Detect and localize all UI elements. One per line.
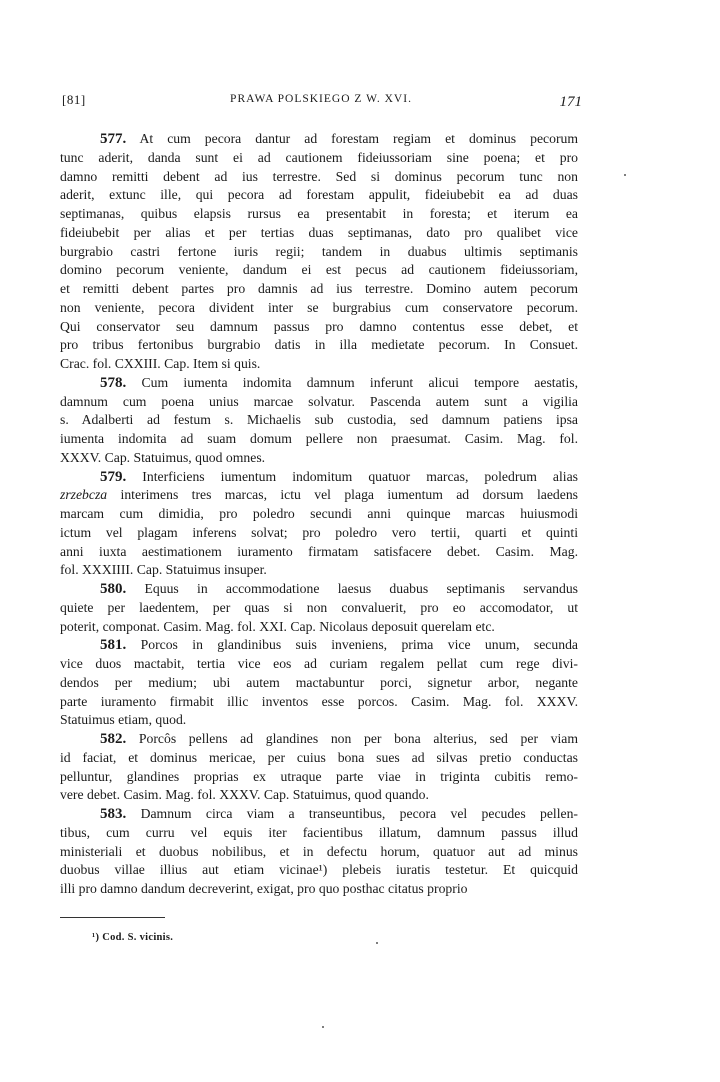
line-text: et remitti debent partes pro damnis ad ius terrestre. Domino autem pecorum xyxy=(60,281,578,296)
line-text: non veniente, pecora divident inter se burgrabius cum conservatore pecorum. xyxy=(60,299,578,315)
paragraph-line xyxy=(60,468,578,487)
paragraph-number: 577. xyxy=(100,131,127,147)
line-text: fol. XXXIIII. Cap. Statuimus insuper. xyxy=(60,562,267,578)
line-text: domino pecorum veniente, dandum ei est pecus ad cautionem fideiussoriam, xyxy=(60,262,578,278)
paragraph-line xyxy=(60,299,578,318)
line-text: s. Adalberti ad festum s. Michaelis sub custodia, sed damnum patiens ipsa xyxy=(60,412,578,428)
line-text: tibus, cum curru vel equis iter facientibus illatum, damnum passus illud xyxy=(60,824,578,840)
paragraph-line xyxy=(60,805,578,824)
line-text: id faciat, et dominus mericae, per cuius bona sues ad silvas pretio conductas xyxy=(60,749,578,765)
paragraph-line xyxy=(60,655,578,674)
paragraph-line xyxy=(60,374,578,393)
paragraph-line xyxy=(60,411,578,430)
paragraph-line xyxy=(60,486,578,505)
running-header xyxy=(60,88,582,112)
line-text: Cum iumenta indomita damnum inferunt alicui tempore aestatis, xyxy=(141,374,579,390)
paragraph-line xyxy=(60,561,578,580)
page-body xyxy=(60,130,578,899)
paragraph-line xyxy=(60,749,578,768)
paragraph-line xyxy=(60,205,578,224)
paragraph-line xyxy=(60,449,578,468)
scan-speck xyxy=(624,174,626,176)
footnote xyxy=(92,932,173,943)
line-text: ictum vel plagam inferens solvat; pro poledro vero tertii, quarti et quinti xyxy=(60,524,578,540)
paragraph-number: 580. xyxy=(100,581,127,597)
paragraph-line xyxy=(60,730,578,749)
line-text: tunc aderit, danda sunt ei ad cautionem fideiussoriam sine poena; et pro xyxy=(60,149,578,165)
page-number: 171 xyxy=(559,94,582,110)
line-text: damnum cum poena unius marcae solvatur. Pascenda autem sunt a vigilia xyxy=(60,393,578,409)
line-text: Crac. fol. CXXIII. Cap. Item si quis. xyxy=(60,356,261,371)
line-text: dendos per medium; ubi autem mactabuntur porci, signetur arbor, negante xyxy=(60,674,578,690)
paragraph-line xyxy=(60,243,578,262)
line-text: marcam cum dimidia, pro poledro secundi anni quinque marcas huiusmodi xyxy=(60,506,578,521)
line-text: damno remitti debent ad ius terrestre. Sed si dominus pecorum tunc non xyxy=(60,168,578,184)
paragraph-line xyxy=(60,505,578,524)
paragraph-number: 579. xyxy=(100,468,127,485)
line-text: poterit, componat. Casim. Mag. fol. XXI. Cap. Nicolaus deposuit querelam etc. xyxy=(60,618,495,634)
paragraph-line xyxy=(60,768,578,787)
paragraph-line xyxy=(60,786,578,805)
line-text: quiete per laedentem, per quas si non convaluerit, pro eo accomodator, ut xyxy=(60,599,578,615)
paragraph-number: 581. xyxy=(100,637,127,654)
paragraph-line xyxy=(60,149,578,168)
paragraph-line xyxy=(60,636,578,655)
line-text: fideiubebit per alias et per tertias duas septimanas, dato pro qualibet vice xyxy=(60,224,578,240)
line-text: parte iuramento firmabit illic inventos esse porcos. Casim. Mag. fol. XXXV. xyxy=(60,693,578,709)
line-text: ministeriali et duobus nobilibus, et in defectu horum, quatuor aut ad minus xyxy=(60,843,578,859)
line-text: duobus villae illius aut etiam vicinae¹) plebeis iuratis testetur. Et quicquid xyxy=(60,862,578,878)
paragraph-line xyxy=(60,824,578,843)
paragraph-line xyxy=(60,580,578,599)
line-text: Interficiens iumentum indomitum quatuor marcas, poledrum alias xyxy=(142,468,578,484)
line-text: Qui conservator seu damnum passus pro damno contentus esse debet, et xyxy=(60,318,578,334)
line-text: burgrabio castri fertone iuris regii; tandem in duabus ultimis septimanis xyxy=(60,243,578,259)
section-marker: [81] xyxy=(62,92,86,107)
paragraph-line xyxy=(60,430,578,449)
paragraph-line xyxy=(60,693,578,712)
line-text: At cum pecora dantur ad forestam regiam et dominus pecorum xyxy=(139,131,578,146)
footnote-marker: ¹) xyxy=(92,932,100,943)
line-text: illi pro damno dandum decreverint, exigat, pro quo posthac citatus proprio xyxy=(60,881,468,896)
footnote-text: Cod. S. vicinis. xyxy=(102,932,174,943)
paragraph-line xyxy=(60,280,578,299)
paragraph-line xyxy=(60,336,578,355)
paragraph-line xyxy=(60,711,578,730)
footnote-divider xyxy=(60,917,165,918)
line-text: Equus in accommodatione laesus duabus septimanis servandus xyxy=(144,581,579,596)
paragraph-line xyxy=(60,393,578,412)
scan-speck xyxy=(322,1026,324,1028)
line-text: vice duos mactabit, tertia vice eos ad curiam regalem pellat cum rege divi- xyxy=(60,656,578,671)
paragraph-line xyxy=(60,224,578,243)
paragraph-line xyxy=(60,880,578,899)
paragraph-line xyxy=(60,674,578,693)
paragraph-number: 582. xyxy=(100,731,127,747)
paragraph-line xyxy=(60,186,578,205)
scan-speck xyxy=(376,942,378,944)
line-text: Porcôs pellens ad glandines non per bona alterius, sed per viam xyxy=(138,731,579,746)
line-text: septimanas, quibus elapsis rursus ea presentabit in foresta; et iterum ea xyxy=(60,206,578,221)
line-text: Statuimus etiam, quod. xyxy=(60,712,187,728)
paragraph-line xyxy=(60,168,578,187)
line-text: zrzebcza interimens tres marcas, ictu vel plaga iumentum ad dorsum laedens xyxy=(60,487,578,503)
paragraph-line xyxy=(60,618,578,637)
paragraph-line xyxy=(60,599,578,618)
line-text: Porcos in glandinibus suis inveniens, prima vice unum, secunda xyxy=(140,637,578,653)
line-text: aderit, extunc ille, qui pecora ad forestam appulit, fideiubebit ea ad duas xyxy=(60,187,578,203)
paragraph-line xyxy=(60,130,578,149)
paragraph-line xyxy=(60,261,578,280)
paragraph-line xyxy=(60,355,578,374)
paragraph-number: 583. xyxy=(100,806,127,822)
line-text: anni iuxta aestimationem iuramento firmatam satisfacere debet. Casim. Mag. xyxy=(60,543,578,559)
paragraph-number: 578. xyxy=(100,374,127,391)
paragraph-line xyxy=(60,543,578,562)
line-text: pro tribus fertonibus burgrabio datis in illa medietate pecorum. In Consuet. xyxy=(60,337,578,353)
line-text: vere debet. Casim. Mag. fol. XXXV. Cap. Statuimus, quod quando. xyxy=(60,787,429,803)
line-text: Damnum circa viam a transeuntibus, pecora vel pecudes pellen- xyxy=(140,806,578,821)
running-title: PRAWA POLSKIEGO Z W. XVI. xyxy=(230,93,412,105)
paragraph-line xyxy=(60,843,578,862)
paragraph-line xyxy=(60,318,578,337)
line-text: iumenta indomita ad suam domum pellere non praesumat. Casim. Mag. fol. xyxy=(60,431,578,446)
line-text: pelluntur, glandines proprias ex utraque parte viae in triginta cubitis remo- xyxy=(60,768,578,784)
line-text: XXXV. Cap. Statuimus, quod omnes. xyxy=(60,449,266,465)
paragraph-line xyxy=(60,524,578,543)
paragraph-line xyxy=(60,861,578,880)
